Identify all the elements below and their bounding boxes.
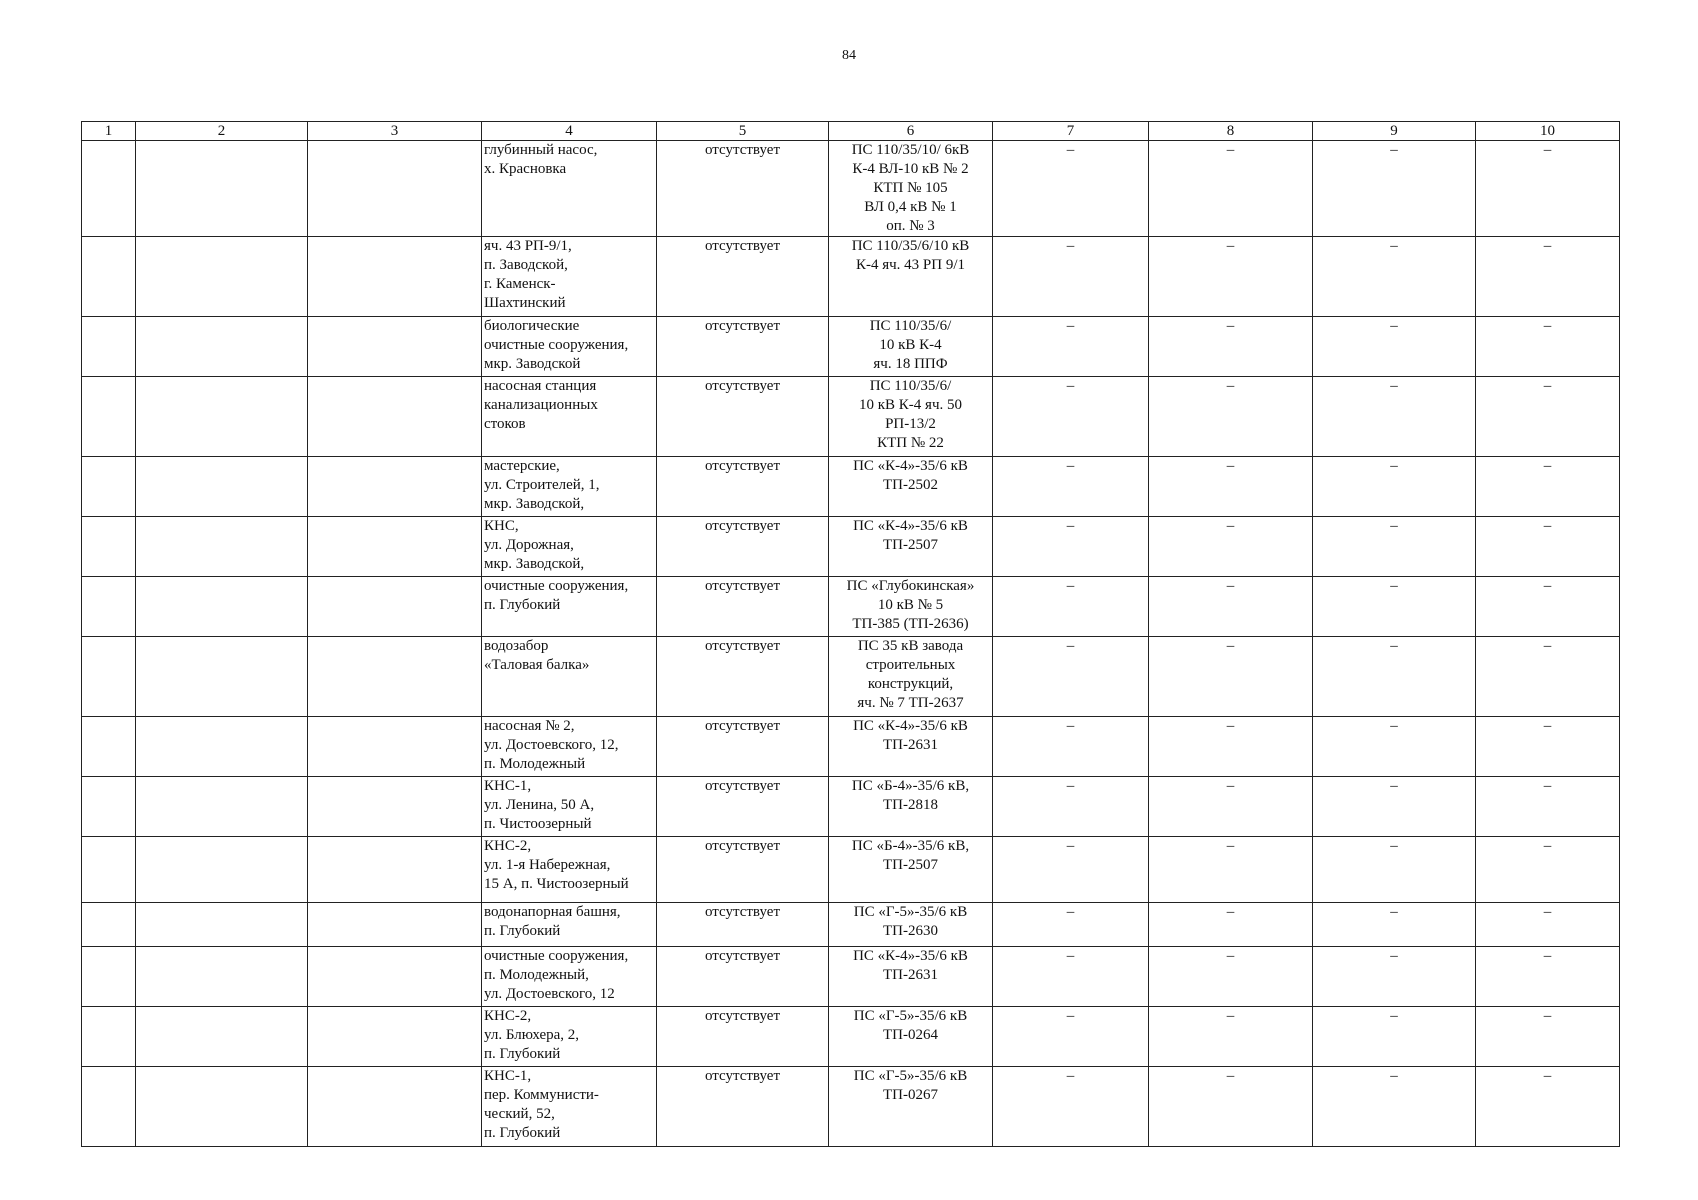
cell-col-7: – — [993, 903, 1149, 947]
cell-col-10: – — [1476, 141, 1620, 237]
cell-col-3 — [308, 141, 482, 237]
cell-col-9: – — [1313, 947, 1476, 1007]
cell-status: отсутствует — [657, 717, 829, 777]
cell-power-source: ПС «Г-5»-35/6 кВ ТП-0267 — [829, 1067, 993, 1147]
cell-col-7: – — [993, 317, 1149, 377]
col-header-5: 5 — [657, 122, 829, 141]
cell-col-10: – — [1476, 1067, 1620, 1147]
cell-col-1 — [82, 1067, 136, 1147]
cell-col-9: – — [1313, 141, 1476, 237]
header-row — [82, 122, 1620, 141]
cell-col-2 — [136, 141, 308, 237]
table-row — [82, 141, 1620, 237]
cell-status: отсутствует — [657, 1067, 829, 1147]
cell-col-10: – — [1476, 837, 1620, 903]
cell-col-2 — [136, 717, 308, 777]
cell-col-2 — [136, 317, 308, 377]
cell-col-8: – — [1149, 237, 1313, 317]
cell-col-2 — [136, 947, 308, 1007]
cell-status: отсутствует — [657, 141, 829, 237]
cell-power-source: ПС «Б-4»-35/6 кВ, ТП-2507 — [829, 837, 993, 903]
col-header-7: 7 — [993, 122, 1149, 141]
cell-power-source: ПС «Г-5»-35/6 кВ ТП-2630 — [829, 903, 993, 947]
cell-power-source: ПС «К-4»-35/6 кВ ТП-2502 — [829, 457, 993, 517]
table-row — [82, 237, 1620, 317]
cell-col-9: – — [1313, 517, 1476, 577]
cell-col-7: – — [993, 377, 1149, 457]
cell-col-1 — [82, 777, 136, 837]
cell-col-8: – — [1149, 637, 1313, 717]
cell-col-9: – — [1313, 317, 1476, 377]
cell-col-10: – — [1476, 237, 1620, 317]
cell-col-9: – — [1313, 377, 1476, 457]
cell-col-8: – — [1149, 577, 1313, 637]
cell-col-3 — [308, 377, 482, 457]
col-header-2: 2 — [136, 122, 308, 141]
cell-col-2 — [136, 1007, 308, 1067]
cell-location: КНС-1, пер. Коммунисти- ческий, 52, п. Глубокий — [482, 1067, 657, 1147]
cell-power-source: ПС «Б-4»-35/6 кВ, ТП-2818 — [829, 777, 993, 837]
cell-power-source: ПС 110/35/6/ 10 кВ К-4 яч. 50 РП-13/2 КТП № 22 — [829, 377, 993, 457]
cell-col-9: – — [1313, 903, 1476, 947]
cell-col-2 — [136, 457, 308, 517]
cell-col-8: – — [1149, 457, 1313, 517]
cell-status: отсутствует — [657, 837, 829, 903]
cell-col-8: – — [1149, 1067, 1313, 1147]
table-row — [82, 517, 1620, 577]
cell-col-10: – — [1476, 637, 1620, 717]
cell-col-10: – — [1476, 377, 1620, 457]
cell-location: биологические очистные сооружения, мкр. Заводской — [482, 317, 657, 377]
cell-col-3 — [308, 237, 482, 317]
cell-col-7: – — [993, 1067, 1149, 1147]
col-header-1: 1 — [82, 122, 136, 141]
cell-col-3 — [308, 517, 482, 577]
cell-col-9: – — [1313, 577, 1476, 637]
cell-power-source: ПС «К-4»-35/6 кВ ТП-2631 — [829, 717, 993, 777]
cell-col-3 — [308, 1067, 482, 1147]
cell-status: отсутствует — [657, 317, 829, 377]
cell-col-2 — [136, 237, 308, 317]
cell-location: КНС-2, ул. 1-я Набережная, 15 А, п. Чистоозерный — [482, 837, 657, 903]
cell-col-9: – — [1313, 1067, 1476, 1147]
cell-status: отсутствует — [657, 777, 829, 837]
cell-col-1 — [82, 577, 136, 637]
table-row — [82, 1067, 1620, 1147]
col-header-3: 3 — [308, 122, 482, 141]
cell-power-source: ПС 110/35/10/ 6кВ К-4 ВЛ-10 кВ № 2 КТП № 105 ВЛ 0,4 кВ № 1 оп. № 3 — [829, 141, 993, 237]
cell-col-9: – — [1313, 837, 1476, 903]
table-row — [82, 457, 1620, 517]
table-row — [82, 777, 1620, 837]
cell-location: мастерские, ул. Строителей, 1, мкр. Заводской, — [482, 457, 657, 517]
col-header-10: 10 — [1476, 122, 1620, 141]
col-header-9: 9 — [1313, 122, 1476, 141]
cell-power-source: ПС «Глубокинская» 10 кВ № 5 ТП-385 (ТП-2636) — [829, 577, 993, 637]
col-header-8: 8 — [1149, 122, 1313, 141]
cell-status: отсутствует — [657, 577, 829, 637]
cell-location: яч. 43 РП-9/1, п. Заводской, г. Каменск- Шахтинский — [482, 237, 657, 317]
cell-col-2 — [136, 1067, 308, 1147]
table-row — [82, 717, 1620, 777]
cell-col-2 — [136, 377, 308, 457]
cell-col-7: – — [993, 717, 1149, 777]
table-row — [82, 903, 1620, 947]
cell-status: отсутствует — [657, 903, 829, 947]
cell-col-7: – — [993, 141, 1149, 237]
cell-power-source: ПС «К-4»-35/6 кВ ТП-2507 — [829, 517, 993, 577]
cell-col-8: – — [1149, 717, 1313, 777]
cell-col-8: – — [1149, 1007, 1313, 1067]
cell-col-1 — [82, 517, 136, 577]
cell-col-3 — [308, 637, 482, 717]
cell-col-2 — [136, 517, 308, 577]
cell-col-8: – — [1149, 837, 1313, 903]
col-header-4: 4 — [482, 122, 657, 141]
cell-col-9: – — [1313, 1007, 1476, 1067]
cell-status: отсутствует — [657, 377, 829, 457]
cell-col-7: – — [993, 517, 1149, 577]
cell-col-10: – — [1476, 317, 1620, 377]
table-row — [82, 837, 1620, 903]
cell-col-1 — [82, 903, 136, 947]
cell-col-3 — [308, 777, 482, 837]
cell-col-10: – — [1476, 577, 1620, 637]
cell-power-source: ПС 110/35/6/ 10 кВ К-4 яч. 18 ППФ — [829, 317, 993, 377]
cell-col-9: – — [1313, 777, 1476, 837]
cell-col-8: – — [1149, 903, 1313, 947]
cell-col-1 — [82, 457, 136, 517]
cell-col-10: – — [1476, 717, 1620, 777]
cell-col-1 — [82, 317, 136, 377]
col-header-6: 6 — [829, 122, 993, 141]
cell-col-7: – — [993, 577, 1149, 637]
cell-col-3 — [308, 903, 482, 947]
cell-col-8: – — [1149, 141, 1313, 237]
cell-col-10: – — [1476, 1007, 1620, 1067]
table-row — [82, 947, 1620, 1007]
table-row — [82, 637, 1620, 717]
cell-col-3 — [308, 577, 482, 637]
cell-col-1 — [82, 141, 136, 237]
cell-col-10: – — [1476, 947, 1620, 1007]
cell-col-7: – — [993, 237, 1149, 317]
cell-col-9: – — [1313, 237, 1476, 317]
cell-col-1 — [82, 377, 136, 457]
cell-col-1 — [82, 637, 136, 717]
cell-col-8: – — [1149, 377, 1313, 457]
cell-status: отсутствует — [657, 237, 829, 317]
cell-col-1 — [82, 237, 136, 317]
cell-col-7: – — [993, 837, 1149, 903]
cell-location: очистные сооружения, п. Молодежный, ул. Достоевского, 12 — [482, 947, 657, 1007]
cell-col-1 — [82, 1007, 136, 1067]
table-row — [82, 1007, 1620, 1067]
cell-status: отсутствует — [657, 947, 829, 1007]
cell-col-8: – — [1149, 947, 1313, 1007]
table-row — [82, 577, 1620, 637]
cell-col-8: – — [1149, 777, 1313, 837]
cell-col-7: – — [993, 947, 1149, 1007]
cell-col-2 — [136, 777, 308, 837]
cell-col-9: – — [1313, 457, 1476, 517]
data-table — [81, 121, 1620, 1147]
cell-location: КНС-1, ул. Ленина, 50 А, п. Чистоозерный — [482, 777, 657, 837]
cell-location: водонапорная башня, п. Глубокий — [482, 903, 657, 947]
table-row — [82, 317, 1620, 377]
cell-col-3 — [308, 457, 482, 517]
cell-col-8: – — [1149, 517, 1313, 577]
cell-col-2 — [136, 903, 308, 947]
cell-col-8: – — [1149, 317, 1313, 377]
cell-col-3 — [308, 1007, 482, 1067]
cell-col-3 — [308, 717, 482, 777]
cell-col-7: – — [993, 457, 1149, 517]
cell-location: насосная станция канализационных стоков — [482, 377, 657, 457]
cell-location: насосная № 2, ул. Достоевского, 12, п. Молодежный — [482, 717, 657, 777]
cell-col-10: – — [1476, 517, 1620, 577]
cell-col-10: – — [1476, 777, 1620, 837]
cell-col-1 — [82, 717, 136, 777]
table-row — [82, 377, 1620, 457]
cell-power-source: ПС 110/35/6/10 кВ К-4 яч. 43 РП 9/1 — [829, 237, 993, 317]
cell-power-source: ПС «К-4»-35/6 кВ ТП-2631 — [829, 947, 993, 1007]
cell-col-7: – — [993, 1007, 1149, 1067]
cell-location: глубинный насос, х. Красновка — [482, 141, 657, 237]
cell-status: отсутствует — [657, 457, 829, 517]
cell-col-7: – — [993, 637, 1149, 717]
cell-location: КНС, ул. Дорожная, мкр. Заводской, — [482, 517, 657, 577]
cell-col-10: – — [1476, 457, 1620, 517]
cell-col-3 — [308, 837, 482, 903]
cell-location: водозабор «Таловая балка» — [482, 637, 657, 717]
cell-col-2 — [136, 577, 308, 637]
cell-location: КНС-2, ул. Блюхера, 2, п. Глубокий — [482, 1007, 657, 1067]
cell-power-source: ПС 35 кВ завода строительных конструкций, яч. № 7 ТП-2637 — [829, 637, 993, 717]
cell-status: отсутствует — [657, 637, 829, 717]
cell-col-1 — [82, 837, 136, 903]
cell-col-9: – — [1313, 717, 1476, 777]
cell-col-9: – — [1313, 637, 1476, 717]
cell-col-1 — [82, 947, 136, 1007]
cell-col-3 — [308, 317, 482, 377]
cell-col-10: – — [1476, 903, 1620, 947]
cell-power-source: ПС «Г-5»-35/6 кВ ТП-0264 — [829, 1007, 993, 1067]
cell-location: очистные сооружения, п. Глубокий — [482, 577, 657, 637]
cell-col-3 — [308, 947, 482, 1007]
cell-col-2 — [136, 637, 308, 717]
cell-status: отсутствует — [657, 1007, 829, 1067]
page-number: 84 — [842, 48, 856, 63]
cell-col-7: – — [993, 777, 1149, 837]
cell-col-2 — [136, 837, 308, 903]
cell-status: отсутствует — [657, 517, 829, 577]
